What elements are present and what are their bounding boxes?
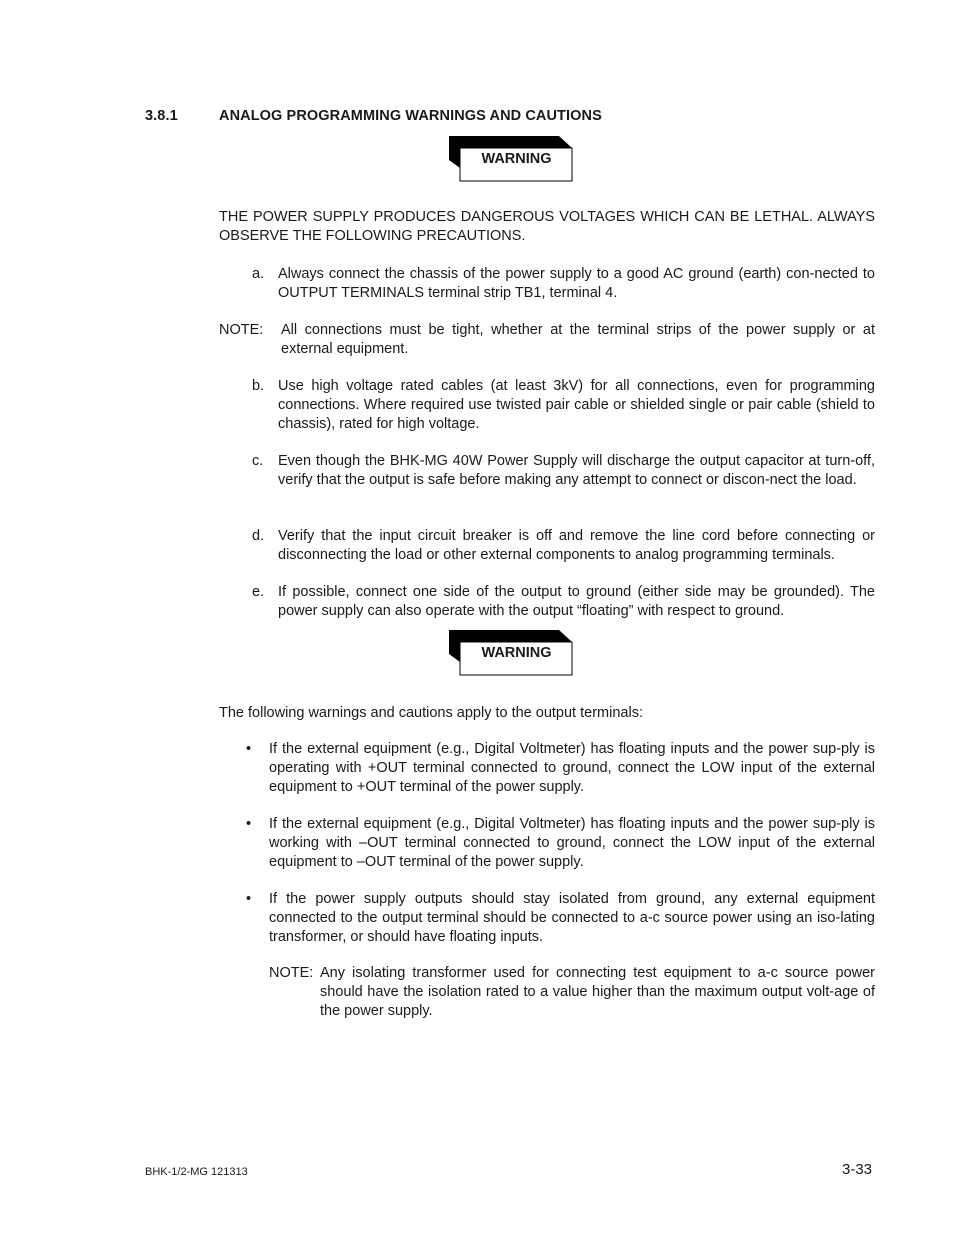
footer-doc-id: BHK-1/2-MG 121313 xyxy=(145,1166,248,1178)
note2-text: Any isolating transformer used for connecting test equipment to a-c source power should have the isolation rated to a value higher than the maximum output volt-age of the power supply. xyxy=(320,965,875,1020)
section-heading xyxy=(145,108,602,124)
bullet-2-symbol: • xyxy=(246,816,252,832)
footer-page-number: 3-33 xyxy=(842,1161,873,1178)
warning-box xyxy=(448,629,573,676)
section-title: ANALOG PROGRAMMING WARNINGS AND CAUTIONS xyxy=(219,108,602,124)
section-number: 3.8.1 xyxy=(145,108,178,124)
bullet-2-text: If the external equipment (e.g., Digital Voltmeter) has floating inputs and the power sup-ply is working with –OUT terminal connected to ground, connect the LOW input of the external equipment to –OUT terminal of the power supply. xyxy=(269,816,875,871)
item-b-text: Use high voltage rated cables (at least 3kV) for all connections, even for programming connections. Where required use twisted pair cable or shielded single or pair cable (shield to chassis), rated for high voltage. xyxy=(278,378,875,433)
item-b-letter: b. xyxy=(252,378,265,394)
item-d-letter: d. xyxy=(252,528,265,544)
item-c-letter: c. xyxy=(252,453,264,469)
warning-box xyxy=(448,135,573,182)
item-a-text: Always connect the chassis of the power supply to a good AC ground (earth) con-nected to OUTPUT TERMINALS terminal strip TB1, terminal 4. xyxy=(278,266,875,302)
note1-text: All connections must be tight, whether at the terminal strips of the power supply or at external equipment. xyxy=(281,322,875,358)
warning-label: WARNING xyxy=(481,151,552,167)
item-d-text: Verify that the input circuit breaker is off and remove the line cord before connecting or disconnecting the load or other external components to analog programming terminals. xyxy=(278,528,875,564)
item-e-text: If possible, connect one side of the output to ground (either side may be grounded). The power supply can also operate with the output “floating” with respect to ground. xyxy=(278,584,875,620)
note1-label: NOTE: xyxy=(219,322,264,338)
note2-label: NOTE: xyxy=(269,965,314,981)
bullet-3-text: If the power supply outputs should stay isolated from ground, any external equipment connected to the output terminal should be connected to a-c source power using an iso-lating transformer, or should have floating inputs. xyxy=(269,891,875,946)
bullet-1-text: If the external equipment (e.g., Digital Voltmeter) has floating inputs and the power sup-ply is operating with +OUT terminal connected to ground, connect the LOW input of the external equipment to +OUT terminal of the power supply. xyxy=(269,741,875,796)
intro-paragraph: THE POWER SUPPLY PRODUCES DANGEROUS VOLTAGES WHICH CAN BE LETHAL. ALWAYS OBSERVE THE FOLLOWING PRECAUTIONS. xyxy=(219,209,875,245)
output-intro: The following warnings and cautions apply to the output terminals: xyxy=(219,705,643,721)
bullet-1-symbol: • xyxy=(246,741,252,757)
item-a-letter: a. xyxy=(252,266,265,282)
item-e-letter: e. xyxy=(252,584,265,600)
item-c-text: Even though the BHK-MG 40W Power Supply will discharge the output capacitor at turn-off, verify that the output is safe before making any attempt to connect or discon-nect the load. xyxy=(278,453,875,489)
bullet-3-symbol: • xyxy=(246,891,252,907)
warning-label: WARNING xyxy=(481,645,552,661)
